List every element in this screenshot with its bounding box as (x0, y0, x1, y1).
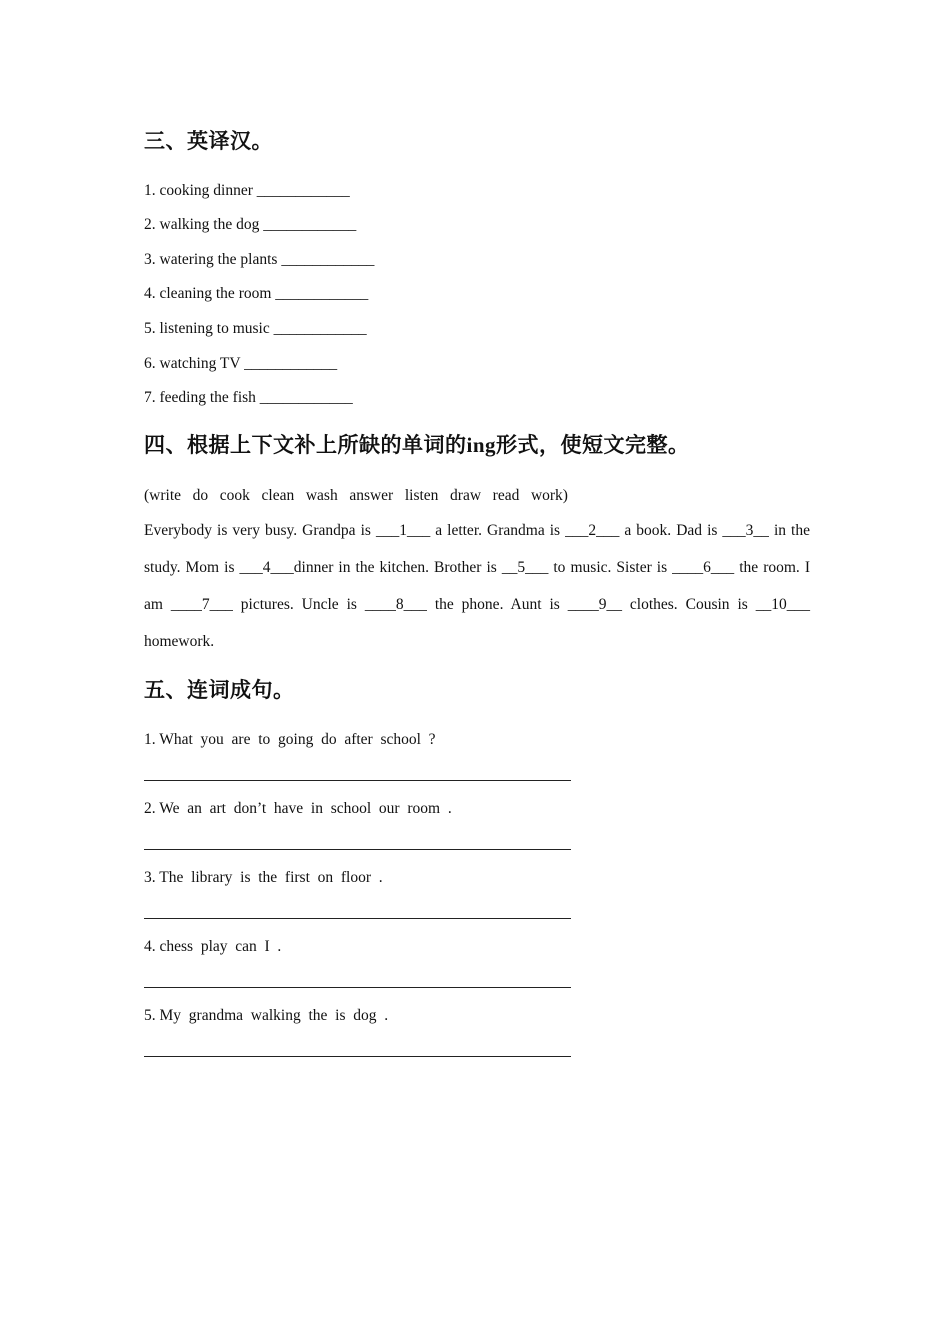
answer-line-1 (144, 780, 571, 781)
answer-line-3 (144, 918, 571, 919)
answer-line-2 (144, 849, 571, 850)
translation-item-6: 6. watching TV ____________ (144, 355, 338, 372)
section4-heading: 四、根据上下文补上所缺的单词的ing形式，使短文完整。 (144, 433, 690, 457)
scrambled-sentence-2: 2. We an art don’t have in school our room . (144, 800, 452, 817)
translation-item-2: 2. walking the dog ____________ (144, 216, 357, 233)
word-bank: (write do cook clean wash answer listen draw read work) (144, 487, 568, 504)
translation-item-4: 4. cleaning the room ____________ (144, 285, 369, 302)
scrambled-sentence-4: 4. chess play can I . (144, 938, 282, 955)
section5-heading: 五、连词成句。 (144, 678, 295, 702)
answer-line-5 (144, 1056, 571, 1057)
translation-item-1: 1. cooking dinner ____________ (144, 182, 350, 199)
scrambled-sentence-3: 3. The library is the first on floor . (144, 869, 383, 886)
translation-item-3: 3. watering the plants ____________ (144, 251, 375, 268)
translation-item-7: 7. feeding the fish ____________ (144, 389, 353, 406)
section3-heading: 三、英译汉。 (144, 129, 273, 153)
cloze-passage: Everybody is very busy. Grandpa is ___1___ a letter. Grandma is ___2___ a book. Dad is ___3__ in the study. Mom is ___4___dinner in the kitchen. Brother is __5___ to music. Sister is ____6___ the room. I am ____7___ pictures. Uncle is ____8___ the phone. Aunt is ____9__ clothes. Cousin is __10___ homework. (144, 522, 810, 650)
scrambled-sentence-1: 1. What you are to going do after school ? (144, 731, 436, 748)
scrambled-sentence-5: 5. My grandma walking the is dog . (144, 1007, 389, 1024)
answer-line-4 (144, 987, 571, 988)
translation-item-5: 5. listening to music ____________ (144, 320, 367, 337)
